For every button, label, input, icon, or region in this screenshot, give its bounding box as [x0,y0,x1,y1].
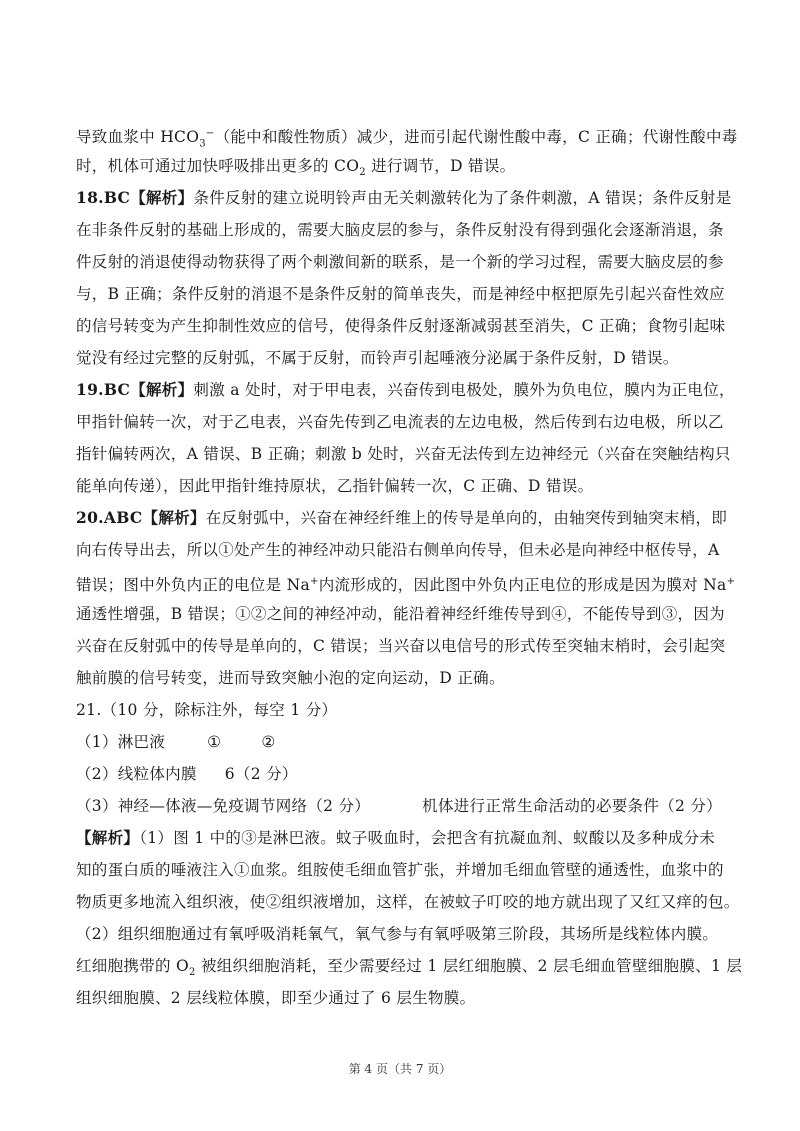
text-segment: 的信号转变为产生抑制性效应的信号，使得条件反射逐渐减弱甚至消失，C 正确；食物引起味 [76,317,726,335]
text-segment: 组织细胞膜、2 层线粒体膜，即至少通过了 6 层生物膜。 [76,989,476,1007]
text-segment: 件反射的消退使得动物获得了两个刺激间新的联系，是一个新的学习过程，需要大脑皮层的参 [76,253,724,271]
text-segment: 21.（10 分，除标注外，每空 1 分） [76,701,338,719]
text-line [76,502,726,534]
text-line [76,950,743,982]
text-segment: （2）线粒体内膜 [76,765,197,783]
text-segment: 与，B 正确；条件反射的消退不是条件反射的简单丧失，而是神经中枢把原先引起兴奋性效应 [76,285,725,303]
text-segment: 导致血浆中 HCO [76,128,200,147]
text-line [76,982,726,1014]
text-line [76,246,726,278]
answer-heading: 20.ABC【解析】 [76,508,206,527]
text-segment: 红细胞携带的 O [76,957,190,975]
text-segment: （能中和酸性物质）减少，进而引起代谢性酸中毒，C 正确；代谢性酸中毒 [214,128,738,147]
text-line [76,310,726,342]
text-segment: 通透性增强，B 错误；①②之间的神经冲动，能沿着神经纤维传导到④，不能传导到③，因为 [76,605,725,623]
text-line [76,214,726,246]
text-segment: − [205,128,215,139]
page-footer: 第 4 页（共 7 页） [348,1062,452,1076]
text-line [76,470,726,502]
text-line [76,694,726,726]
text-segment: 内流形成的，因此图中外负内正电位的形成是因为膜对 Na [318,576,727,595]
text-segment: （2）组织细胞通过有氧呼吸消耗氧气，氧气参与有氧呼吸第三阶段，其场所是线粒体内膜。 [76,925,719,943]
text-line [76,822,726,854]
text-segment: 能单向传递），因此甲指针维持原状，乙指针偏转一次，C 正确、D 错误。 [76,477,594,495]
answer-heading: 【解析】 [76,828,140,847]
text-segment: 向右传导出去，所以①处产生的神经冲动只能沿右侧单向传导，但未必是向神经中枢传导，A [76,541,720,559]
text-line [76,790,726,822]
text-line [76,758,726,790]
text-segment: 进行调节，D 错误。 [365,157,516,175]
text-line [76,630,726,662]
text-segment: （3）神经—体液—免疫调节网络（2 分） [76,797,371,815]
text-line [76,886,740,918]
text-segment: 触前膜的信号转变，进而导致突触小泡的定向运动，D 正确。 [76,669,505,687]
text-line [76,438,731,470]
text-line [76,918,726,950]
text-segment: 时，机体可通过加快呼吸排出更多的 CO [76,157,360,175]
text-line [76,374,735,406]
text-segment: 6（2 分） [224,765,298,783]
text-line [76,598,726,630]
text-segment: 错误；图中外负内正的电位是 Na [76,576,311,595]
text-line [76,118,738,150]
text-segment: + [726,576,736,587]
text-line [76,182,732,214]
text-line [76,662,726,694]
text-segment: + [310,576,319,587]
text-segment: 指针偏转两次，A 错误、B 正确；刺激 b 处时，兴奋无法传到左边神经元（兴奋在突触结构只 [76,445,731,463]
text-segment: 在反射弧中，兴奋在神经纤维上的传导是单向的，由轴突传到轴突末梢，即 [205,509,728,527]
text-line [76,726,726,758]
text-line [76,406,726,438]
text-line [76,342,726,374]
text-segment: 被组织细胞消耗，至少需要经过 1 层红细胞膜、2 层毛细血管壁细胞膜、1 层 [195,957,743,975]
text-segment: 条件反射的建立说明铃声由无关刺激转化为了条件刺激，A 错误；条件反射是 [193,189,732,207]
text-line [76,566,736,598]
text-line [76,278,726,310]
text-segment: 甲指针偏转一次，对于乙电表，兴奋先传到乙电流表的左边电极，然后传到右边电极，所以乙 [76,413,724,431]
text-line [76,534,726,566]
text-segment: 刺激 a 处时，对于甲电表，兴奋传到电极处，膜外为负电位，膜内为正电位， [193,381,735,399]
text-segment: 2 [359,167,366,179]
text-segment: 觉没有经过完整的反射弧，不属于反射，而铃声引起唾液分泌属于条件反射，D 错误。 [76,349,679,367]
answer-heading: 19.BC【解析】 [76,380,194,399]
text-segment: ② [261,733,276,751]
text-segment: 兴奋在反射弧中的传导是单向的，C 错误；当兴奋以电信号的形式传至突轴末梢时，会引起突 [76,637,726,655]
answer-heading: 18.BC【解析】 [76,188,194,207]
text-segment: 机体进行正常生命活动的必要条件（2 分） [422,797,722,815]
text-segment: （1）图 1 中的③是淋巴液。蚊子吸血时，会把含有抗凝血剂、蚁酸以及多种成分未 [139,829,716,847]
text-segment: 在非条件反射的基础上形成的，需要大脑皮层的参与，条件反射没有得到强化会逐渐消退，条 [76,221,724,239]
text-segment: ① [207,733,222,751]
text-segment: 2 [189,967,196,979]
text-segment: 3 [199,138,206,150]
text-segment: 知的蛋白质的唾液注入①血浆。组胺使毛细血管扩张，并增加毛细血管壁的通透性，血浆中的 [76,861,724,879]
text-line [76,150,726,182]
text-segment: （1）淋巴液 [76,733,166,751]
answer-text-body [76,118,743,1014]
text-segment: 物质更多地流入组织液，使②组织液增加，这样，在被蚊子叮咬的地方就出现了又红又痒的包。 [76,893,740,911]
text-line [76,854,726,886]
